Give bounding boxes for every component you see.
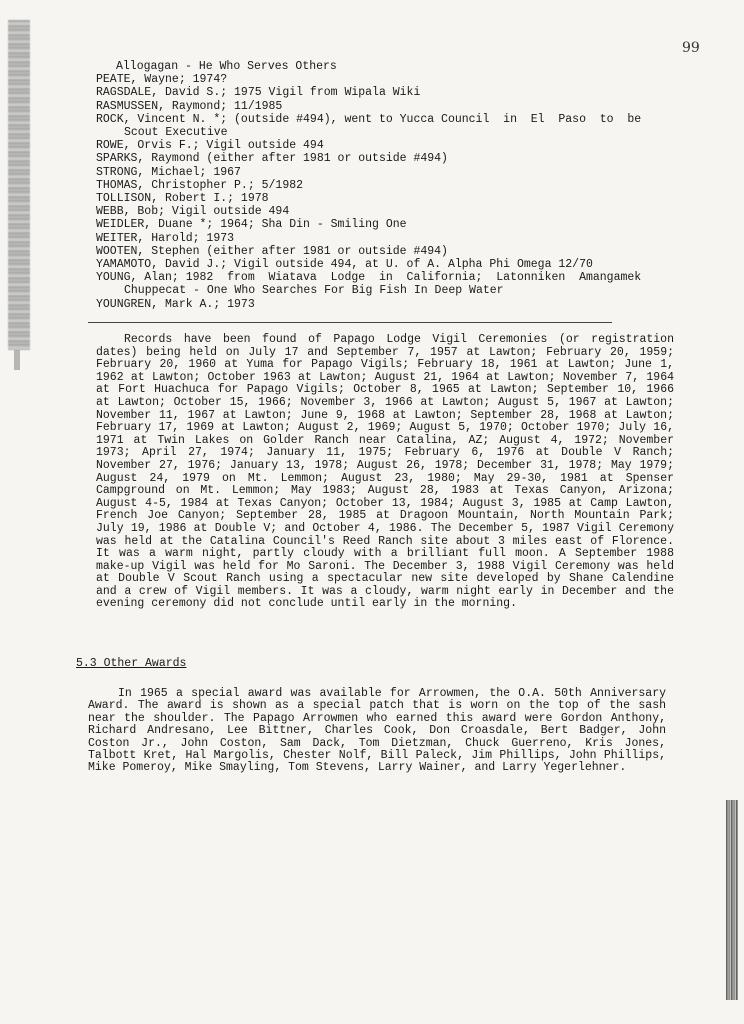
- list-item: STRONG, Michael; 1967: [96, 165, 241, 179]
- page-number: 99: [682, 40, 700, 56]
- paragraph-text: In 1965 a special award was available for Arrowmen, the O.A. 50th Anniversary Award. The award is shown as a special patch that is worn on the top of the sash near the shoulder. The Papago Arrowmen who earned this award were Gordon Anthony, Richard Andresano, Lee Bittner, Charles Cook, Don Croasdale, Bert Badger, John Coston Jr., John Coston, Sam Dack, Tom Dietzman, Chuck Guerreno, Kris Jones, Talbott Kret, Hal Margolis, Chester Nolf, Bill Paleck, Jim Phillips, John Phillips, Mike Pomeroy, Mike Smayling, Tom Stevens, Larry Wainer, and Larry Yegerlehner.: [88, 687, 666, 775]
- paragraph-text: Records have been found of Papago Lodge Vigil Ceremonies (or registration dates) being held on July 17 and September 7, 1957 at Lawton; February 20, 1959; February 20, 1960 at Yuma for Papago Vigils; February 18, 1961 at Lawton; June 1, 1962 at Lawton; October 1963 at Lawton; August 21, 1964 at Lawton; November 7, 1964 at Fort Huachuca for Papago Vigils; October 8, 1965 at Lawton; September 10, 1966 at Lawton; October 15, 1966; November 3, 1966 at Lawton; August 5, 1967 at Lawton; November 11, 1967 at Lawton; June 9, 1968 at Lawton; September 28, 1968 at Lawton; February 17, 1969 at Lawton; August 2, 1969; August 5, 1970; October 1970; July 16, 1971 at Twin Lakes on Golder Ranch near Catalina, AZ; August 4, 1972; November 1973; April 27, 1974; January 11, 1975; February 6, 1976 at Double V Ranch; November 27, 1976; January 13, 1978; August 26, 1978; December 31, 1978; May 1979; August 24, 1979 on Mt. Lemmon; August 23, 1980; May 29-30, 1981 at Spenser Campground on Mt. Lemmon; May 1983; August 28, 1983 at Texas Canyon, Arizona; August 4-5, 1984 at Texas Canyon; October 13, 1984; August 3, 1985 at Camp Lawton, French Joe Canyon; September 28, 1985 at Dragoon Mountain, North Mountain Park; July 19, 1986 at Double V; and October 4, 1986. The December 5, 1987 Vigil Ceremony was held at the Catalina Council's Reed Ranch site about 3 miles east of Florence. It was a warm night, partly cloudy with a brilliant full moon. A September 1988 make-up Vigil was held for Mo Saroni. The December 3, 1988 Vigil Ceremony was held at Double V Scout Ranch using a spectacular new site developed by Shane Calendine and a crew of Vigil members. It was a cloudy, warm night early in December and the evening ceremony did not conclude until early in the morning.: [96, 333, 674, 611]
- list-item: WEITER, Harold; 1973: [96, 231, 235, 245]
- list-item: RAGSDALE, David S.; 1975 Vigil from Wipala Wiki: [96, 86, 421, 100]
- list-item: YOUNGREN, Mark A.; 1973: [96, 297, 255, 311]
- list-item: YAMAMOTO, David J.; Vigil outside 494, at U. of A. Alpha Phi Omega 12/70: [96, 258, 593, 272]
- scan-edge-shadow: [8, 20, 30, 350]
- list-item: WEIDLER, Duane *; 1964; Sha Din - Smiling One: [96, 218, 407, 232]
- scan-edge-mark: [14, 350, 20, 370]
- section-divider: [88, 322, 612, 323]
- list-item: ROCK, Vincent N. *; (outside #494), went to Yucca Council in El Paso to be: [96, 112, 642, 126]
- list-item: WEBB, Bob; Vigil outside 494: [96, 205, 290, 219]
- scan-binding-shadow: [726, 800, 738, 1000]
- vigil-honor-list: [96, 60, 686, 311]
- section-heading: 5.3 Other Awards: [76, 657, 187, 670]
- list-item: YOUNG, Alan; 1982 from Wiatava Lodge in California; Latonniken Amangamek: [96, 271, 642, 285]
- list-item: Chuppecat - One Who Searches For Big Fish In Deep Water: [124, 284, 504, 298]
- list-item: TOLLISON, Robert I.; 1978: [96, 192, 269, 206]
- vigil-ceremonies-paragraph: [96, 334, 674, 611]
- list-item: RASMUSSEN, Raymond; 11/1985: [96, 99, 283, 113]
- list-item: THOMAS, Christopher P.; 5/1982: [96, 178, 304, 192]
- list-item: Allogagan - He Who Serves Others: [116, 60, 337, 73]
- list-item: Scout Executive: [124, 126, 228, 140]
- list-item: PEATE, Wayne; 1974?: [96, 73, 228, 87]
- other-awards-paragraph: [88, 688, 666, 775]
- list-item: SPARKS, Raymond (either after 1981 or outside #494): [96, 152, 448, 166]
- list-item: ROWE, Orvis F.; Vigil outside 494: [96, 139, 324, 153]
- list-item: WOOTEN, Stephen (either after 1981 or outside #494): [96, 244, 448, 258]
